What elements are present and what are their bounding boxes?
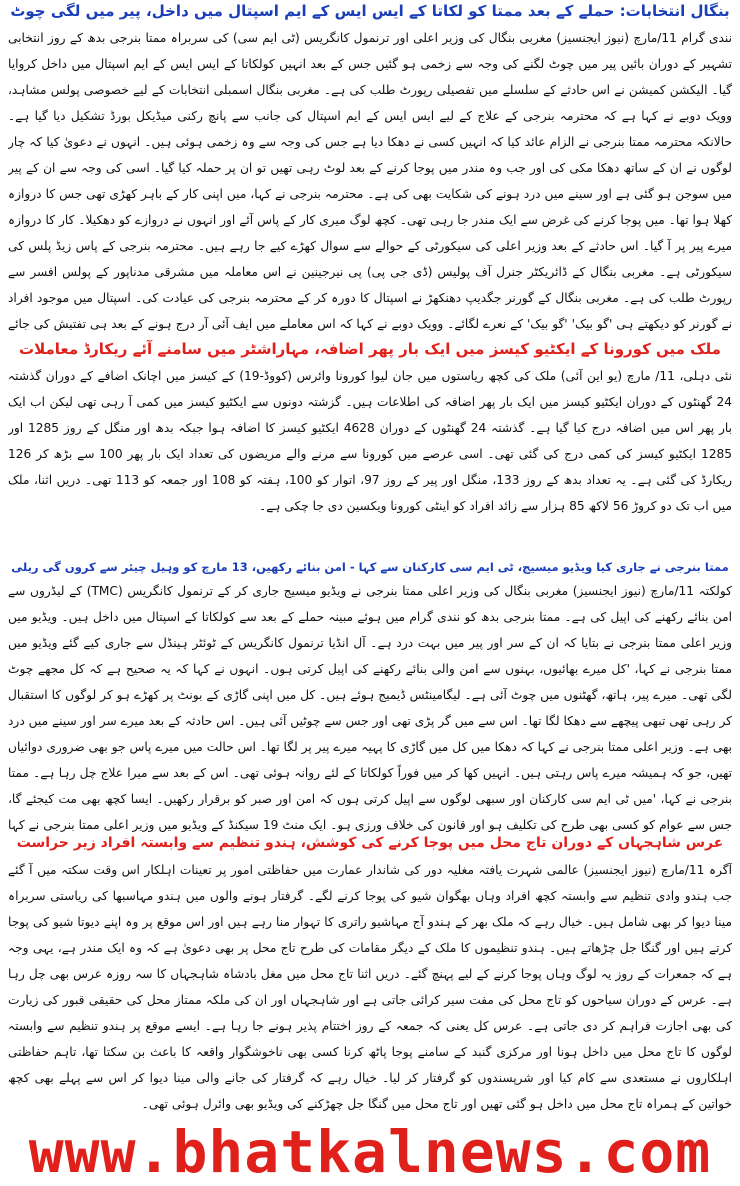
article-body: آگرہ 11/مارچ (نیوز ایجنسیز) عالمی شہرت یافتہ مغلیہ دور کی شاندار عمارت میں حفاظتی امور پر تعینات اہلکار اس وقت سکتہ میں آ گئے جب ہندو وادی تنظیم سے وابستہ کچھ افراد وہاں بھگوان شیو کی پوجا کرنے لگے۔ گرفتار ہونے والوں میں ہندو مہاسبھا کی ریاستی سربراہ مینا دیوا کر بھی شامل ہیں۔ خیال رہے کہ ملک بھر کے ہندو آج مہاشیو راتری کا تہوار منا رہے ہیں اور اس موقع پر وہ اپنے دیوتا شیو کی پوجا کرتے ہیں اور گنگا جل چڑھاتے ہیں۔ ہندو تنظیموں کا ملک کے دیگر مقامات کی طرح تاج محل پر بھی دعویٰ ہے کہ وہ ایک مندر ہے، یہی وجہ ہے کہ جمعرات کے روز یہ لوگ وہاں پوجا کرنے کے لیے پہنچ گئے۔ دریں اثنا تاج محل میں مغل بادشاہ شاہجہاں کا سہ روزہ عرس بھی چل رہا ہے۔ عرس کے دوران سیاحوں کو تاج محل کی مفت سیر کرائی جاتی ہے اور شاہجہاں اور ان کی ملکہ ممتاز محل کی حقیقی قبور کی زیارت کی بھی اجازت فراہم کر دی جاتی ہے۔ عرس کل یعنی کہ جمعہ کے روز اختتام پذیر ہونے جا رہا ہے۔ ایسے موقع پر ہندو تنظیم سے وابستہ لوگوں کا تاج محل میں داخل ہونا اور مرکزی گنبد کے سامنے پوجا پاٹھ کرنا کسی بھی ناخوشگوار واقعہ کا باعث بن سکتا تھا، تاہم حفاظتی اہلکاروں نے مستعدی سے کام کیا اور شرپسندوں کو گرفتار کر لیا۔ خیال رہے کہ گرفتار کی جانے والی مینا دیوا کر اس سے پہلے بھی کچھ خواتین کے ہمراہ تاج محل میں داخل ہو گئی تھیں اور تاج محل میں گنگا جل چھڑکنے کی ویڈیو بھی وائرل ہوئی تھی۔ <box>8 862 732 1111</box>
site-url: www.bhatkalnews.com <box>28 1118 712 1186</box>
article-corona-cases <box>0 340 740 547</box>
article-mamata-video <box>0 560 740 840</box>
site-footer <box>0 1118 740 1186</box>
article-body: کولکتہ 11/مارچ (نیوز ایجنسیز) مغربی بنگال کی وزیر اعلی ممتا بنرجی نے ویڈیو میسیج جاری کر کے ترنمول کانگریس (TMC) کے لیڈروں سے امن بنائے رکھنے کی اپیل کی ہے۔ ممتا بنرجی بدھ کو نندی گرام میں ہوئے مبینہ حملے کے بعد سے کولکاتا کے اسپتال میں داخل ہیں۔ ویڈیو میں وزیر اعلی ممتا بنرجی نے بتایا کہ ان کے سر اور پیر میں بہت درد ہے۔ آل انڈیا ترنمول کانگریس کے ٹوئٹر ہینڈل سے جاری کیے گئے ویڈیو میں ممتا بنرجی نے کہا، 'کل میرے بھائیوں، بہنوں سے امن والی بنائے رکھنے کی اپیل کرتی ہوں۔ انہوں نے کہا کہ یہ صحیح ہے کہ کل مجھے چوٹ لگی تھی۔ میرے پیر، ہاتھ، گھٹنوں میں چوٹ آئی ہے۔ لیگامینٹس ڈیمیج ہوئے ہیں۔ کل میں اپنی گاڑی کے بونٹ پر کھڑے ہو کر لوگوں کا استقبال کر رہی تھی تبھی پیچھے سے دھکا لگا تھا۔ اس سے میں گر پڑی تھی اور جس سے چوٹیں آئی ہیں۔ اس حادثہ کے بعد میرے سر اور سینے میں درد بھی ہے۔ وزیر اعلی ممتا بنرجی نے کہا کہ دھکا میں کل میں گاڑی کا پہیہ میرے پیر پر لگا تھا۔ اس حالت میں میرے پاس جو بھی ضروری دوائیاں تھیں، جو کہ ہمیشہ میرے پاس رہتی ہیں۔ انہیں کھا کر میں فوراً کولکاتا کے لئے روانہ ہوئی تھی۔ اس کے بعد سے میرا علاج چل رہا ہے۔ ممتا بنرجی نے کہا، 'میں ٹی ایم سی کارکنان اور سبھی لوگوں سے اپیل کرتی ہوں کہ امن اور صبر کو برقرار رکھیں۔ ایسا کچھ بھی مت کیجئے گا، جس سے عوام کو کسی بھی طرح کی تکلیف ہو اور قانون کی خلاف ورزی ہو۔ ایک منٹ 19 سیکنڈ کے ویڈیو میں وزیر اعلی ممتا بنرجی نے کہا <box>8 584 732 833</box>
headline: بنگال انتخابات: حملے کے بعد ممتا کو لکاتا کے ایس ایس کے ایم اسپتال میں داخل، پیر میں لگی چوٹ <box>10 2 730 20</box>
headline: ممتا بنرجی نے جاری کیا ویڈیو میسیج، ٹی ایم سی کارکنان سے کہا - امن بنائے رکھیں، 13 مارچ کو وہیل چیئر سے کروں گی ریلی <box>11 560 729 574</box>
article-body: نندی گرام 11/مارچ (نیوز ایجنسیز) مغربی بنگال کی وزیر اعلی اور ترنمول کانگریس (ٹی ایم سی) کی سربراہ ممتا بنرجی بدھ کے روز انتخابی تشہیر کے دوران بائیں پیر میں چوٹ لگنے کی وجہ سے زخمی ہو گئیں جس کے بعد انہیں کولکاتا کے ایس ایس کے ایم اسپتال میں داخل کروایا گیا۔ الیکشن کمیشن نے اس حادثے کے سلسلے میں تفصیلی رپورٹ طلب کی ہے۔ مغربی بنگال اسمبلی انتخابات کے لیے خصوصی پولس مشاہد، وویک دوبے نے کہا ہے کہ محترمہ بنرجی کے علاج کے لیے ایس ایس کے ایم اسپتال کی جانب سے پانچ رکنی میڈیکل بورڈ تشکیل دیا گیا ہے۔ حالانکہ محترمہ ممتا بنرجی نے الزام عائد کیا کہ انہیں کسی نے دھکا دیا ہے جس کی وجہ سے وہ زخمی ہوئی ہیں۔ انہوں نے دعویٰ کیا کہ چار لوگوں نے ان کے ساتھ دھکا مکی کی اور جب وہ مندر میں پوجا کرنے کے بعد لوٹ رہی تھیں تو ان پر حملہ کیا گیا۔ اسی کی وجہ سے ان کے پیر میں سوجن ہو گئی ہے اور سینے میں درد ہونے کی شکایت بھی کی ہے۔ محترمہ بنرجی نے کہا، میں اپنی کار کے باہر کھڑی تھی جس کا دروازہ کھلا ہوا تھا۔ میں پوجا کرنے کی غرض سے ایک مندر جا رہی تھی۔ کچھ لوگ میری کار کے پاس آئے اور انہوں نے دروازے کو دھکیلا۔ کار کا دروازہ میرے پیر پر آ گیا۔ اس حادثے کے بعد وزیر اعلی کی سیکورٹی کے حوالے سے سوال کھڑے کیے جا رہے ہیں۔ محترمہ بنرجی کے پاس زیڈ پلس کی سیکورٹی ہے۔ مغربی بنگال کے ڈائریکٹر جنرل آف پولیس (ڈی جی پی) پی نیرجینین نے اس معاملہ میں مشرقی مدناپور کے پولس افسر سے رپورٹ طلب کی ہے۔ مغربی بنگال کے گورنر جگدیپ دھنکھڑ نے اسپتال کا دورہ کر کے محترمہ بنرجی کی عیادت کی۔ اسپتال میں موجود افراد نے گورنر کو دیکھتے ہی 'گو بیک' 'گو بیک' کے نعرے لگائے۔ وویک دوبے نے کہا کہ اس معاملے میں ایف آئی آر درج ہونے کے بعد ہی تفتیش کی جائے <box>8 30 732 331</box>
article-taj-mahal <box>0 835 740 1119</box>
article-mamata-injury <box>0 2 740 339</box>
article-body: نئی دہلی، 11/ مارچ (یو این آئی) ملک کی کچھ ریاستوں میں جان لیوا کورونا وائرس (کووڈ-19) کے کیسز میں اچانک اضافے کے دوران گذشتہ 24 گھنٹوں کے دوران ایکٹیو کیسز میں ایک بار پھر اضافہ کی اطلاعات ہیں۔ گزشتہ دونوں سے ایکٹیو کیسز میں کمی آ رہی تھی لیکن اب ایک بار پھر اس میں اضافہ درج کیا گیا ہے۔ گذشتہ 24 گھنٹوں کے دوران 4628 ایکٹیو کیسز کا اضافہ ہوا جبکہ بدھ اور منگل کے روز 1285 اور 1285 ایکٹیو کیسز کی کمی درج کی گئی تھی۔ اسی عرصے میں کورونا سے مرنے والے مریضوں کی تعداد ایک بار پھر 100 سے بڑھ کر 126 ریکارڈ کی گئی ہے۔ یہ تعداد بدھ کے روز 133، منگل اور پیر کے روز 97، اتوار کو 100، ہفتہ کو 108 اور جمعہ کو 113 تھی۔ دریں اثنا، ملک میں اب تک دو کروڑ 56 لاکھ 85 ہزار سے زائد افراد کو اینٹی کورونا ویکسین دی جا چکی ہے۔ <box>8 368 732 513</box>
headline: ملک میں کورونا کے ایکٹیو کیسز میں ایک بار پھر اضافہ، مہاراشٹر میں سامنے آئے ریکارڈ معاملات <box>19 340 721 358</box>
headline: عرس شاہجہاں کے دوران تاج محل میں پوجا کرنے کی کوشش، ہندو تنظیم سے وابستہ افراد زیر حراست <box>16 835 724 851</box>
